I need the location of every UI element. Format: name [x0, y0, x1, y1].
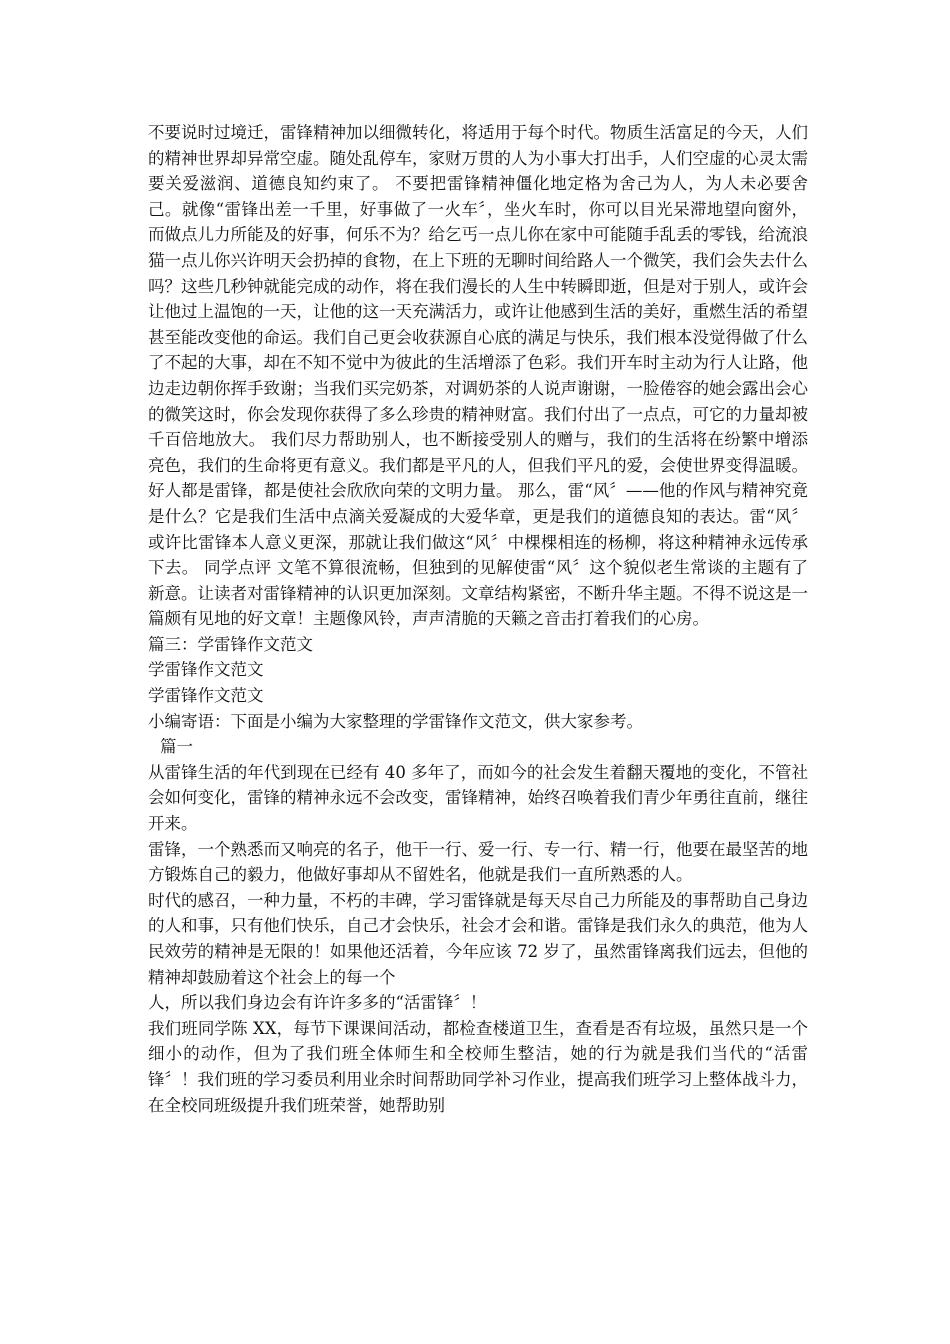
article-subtitle: 学雷锋作文范文 [148, 686, 264, 706]
essay-paragraph-lei-feng-spirit: 不要说时过境迁，雷锋精神加以细微转化，将适用于每个时代。物质生活富足的今天，人们的精神世界却异常空虚。随处乱停车，家财万贯的人为小事大打出手，人们空虚的心灵太需要关爱滋润、道德良知约束了。 不要把雷锋精神僵化地定格为舍己为人，为人未必要舍己。就像“雷锋出差一千里，好事做了一火车〞，坐火车时，你可以目光呆滞地望向窗外，而做点儿力所能及的好事，何乐不为？给乞丐一点儿你在家中可能随手乱丢的零钱，给流浪猫一点儿你兴许明天会扔掉的食物，在上下班的无聊时间给路人一个微笑，我们会失去什么吗？这些几秒钟就能完成的动作，将在我们漫长的人生中转瞬即逝，但是对于别人，或许会让他过上温饱的一天，让他的这一天充满活力，或许让他感到生活的美好，重燃生活的希望甚至能改变他的命运。我们自己更会收获源自心底的满足与快乐，我们根本没觉得做了什么了不起的大事，却在不知不觉中为彼此的生活增添了色彩。我们开车时主动为行人让路，他边走边朝你挥手致谢；当我们买完奶茶，对调奶茶的人说声谢谢，一脸倦容的她会露出会心的微笑这时，你会发现你获得了多么珍贵的精神财富。我们付出了一点点，可它的力量却被千百倍地放大。 我们尽力帮助别人，也不断接受别人的赠与，我们的生活将在纷繁中增添亮色，我们的生命将更有意义。我们都是平凡的人，但我们平凡的爱，会使世界变得温暖。好人都是雷锋，都是使社会欣欣向荣的文明力量。 那么，雷“风〞——他的作风与精神究竟是什么？它是我们生活中点滴关爱凝成的大爱华章，更是我们的道德良知的表达。雷“风〞或许比雷锋本人意义更深，那就让我们做这“风〞中棵棵相连的杨柳，将这种精神永远传承下去。 同学点评 文笔不算很流畅，但独到的见解使雷“风〞这个貌似老生常谈的主题有了新意。让读者对雷锋精神的认识更加深刻。文章结构紧密，不断升华主题。不得不说这是一篇颇有见地的好文章！主题像风铃，声声清脆的天籁之音击打着我们的心房。 [148, 123, 808, 629]
paragraph-lei-feng-name: 雷锋，一个熟悉而又响亮的名子，他干一行、爱一行、专一行、精一行，他要在最坚苦的地方锻炼自己的毅力，他做好事却从不留姓名，他就是我们一直所熟悉的人。 [148, 839, 808, 885]
article-title: 学雷锋作文范文 [148, 660, 264, 680]
editor-note: 小编寄语：下面是小编为大家整理的学雷锋作文范文，供大家参考。 [148, 711, 643, 731]
document-body [148, 120, 808, 1118]
paragraph-calling-of-era: 时代的感召，一种力量，不朽的丰碑，学习雷锋就是每天尽自己力所能及的事帮助自己身边的人和事，只有他们快乐，自己才会快乐，社会才会和谐。雷锋是我们永久的典范，他为人民效劳的精神是无限的！如果他还活着，今年应该 72 岁了，虽然雷锋离我们远去，但他的精神却鼓励着这个社会上的每一个 [148, 890, 808, 987]
paragraph-continuation: 人，所以我们身边会有许许多多的“活雷锋〞！ [148, 993, 487, 1013]
section-heading-part-three: 篇三：学雷锋作文范文 [148, 634, 313, 654]
paragraph-classmate-example: 我们班同学陈 XX，每节下课课间活动，都检查楼道卫生，查看是否有垃圾，虽然只是一个细小的动作，但为了我们班全体师生和全校师生整洁，她的行为就是我们当代的“活雷锋〞！我们班的学习委员利用业余时间帮助同学补习作业，提高我们班学习上整体战斗力，在全校同班级提升我们班荣誉，她帮助别 [148, 1018, 808, 1115]
paragraph-intro: 从雷锋生活的年代到现在已经有 40 多年了，而如今的社会发生着翻天覆地的变化，不管社会如何变化，雷锋的精神永远不会改变，雷锋精神，始终召唤着我们青少年勇往直前，继往开来。 [148, 762, 808, 834]
subsection-heading-part-one: 篇一 [160, 737, 193, 757]
